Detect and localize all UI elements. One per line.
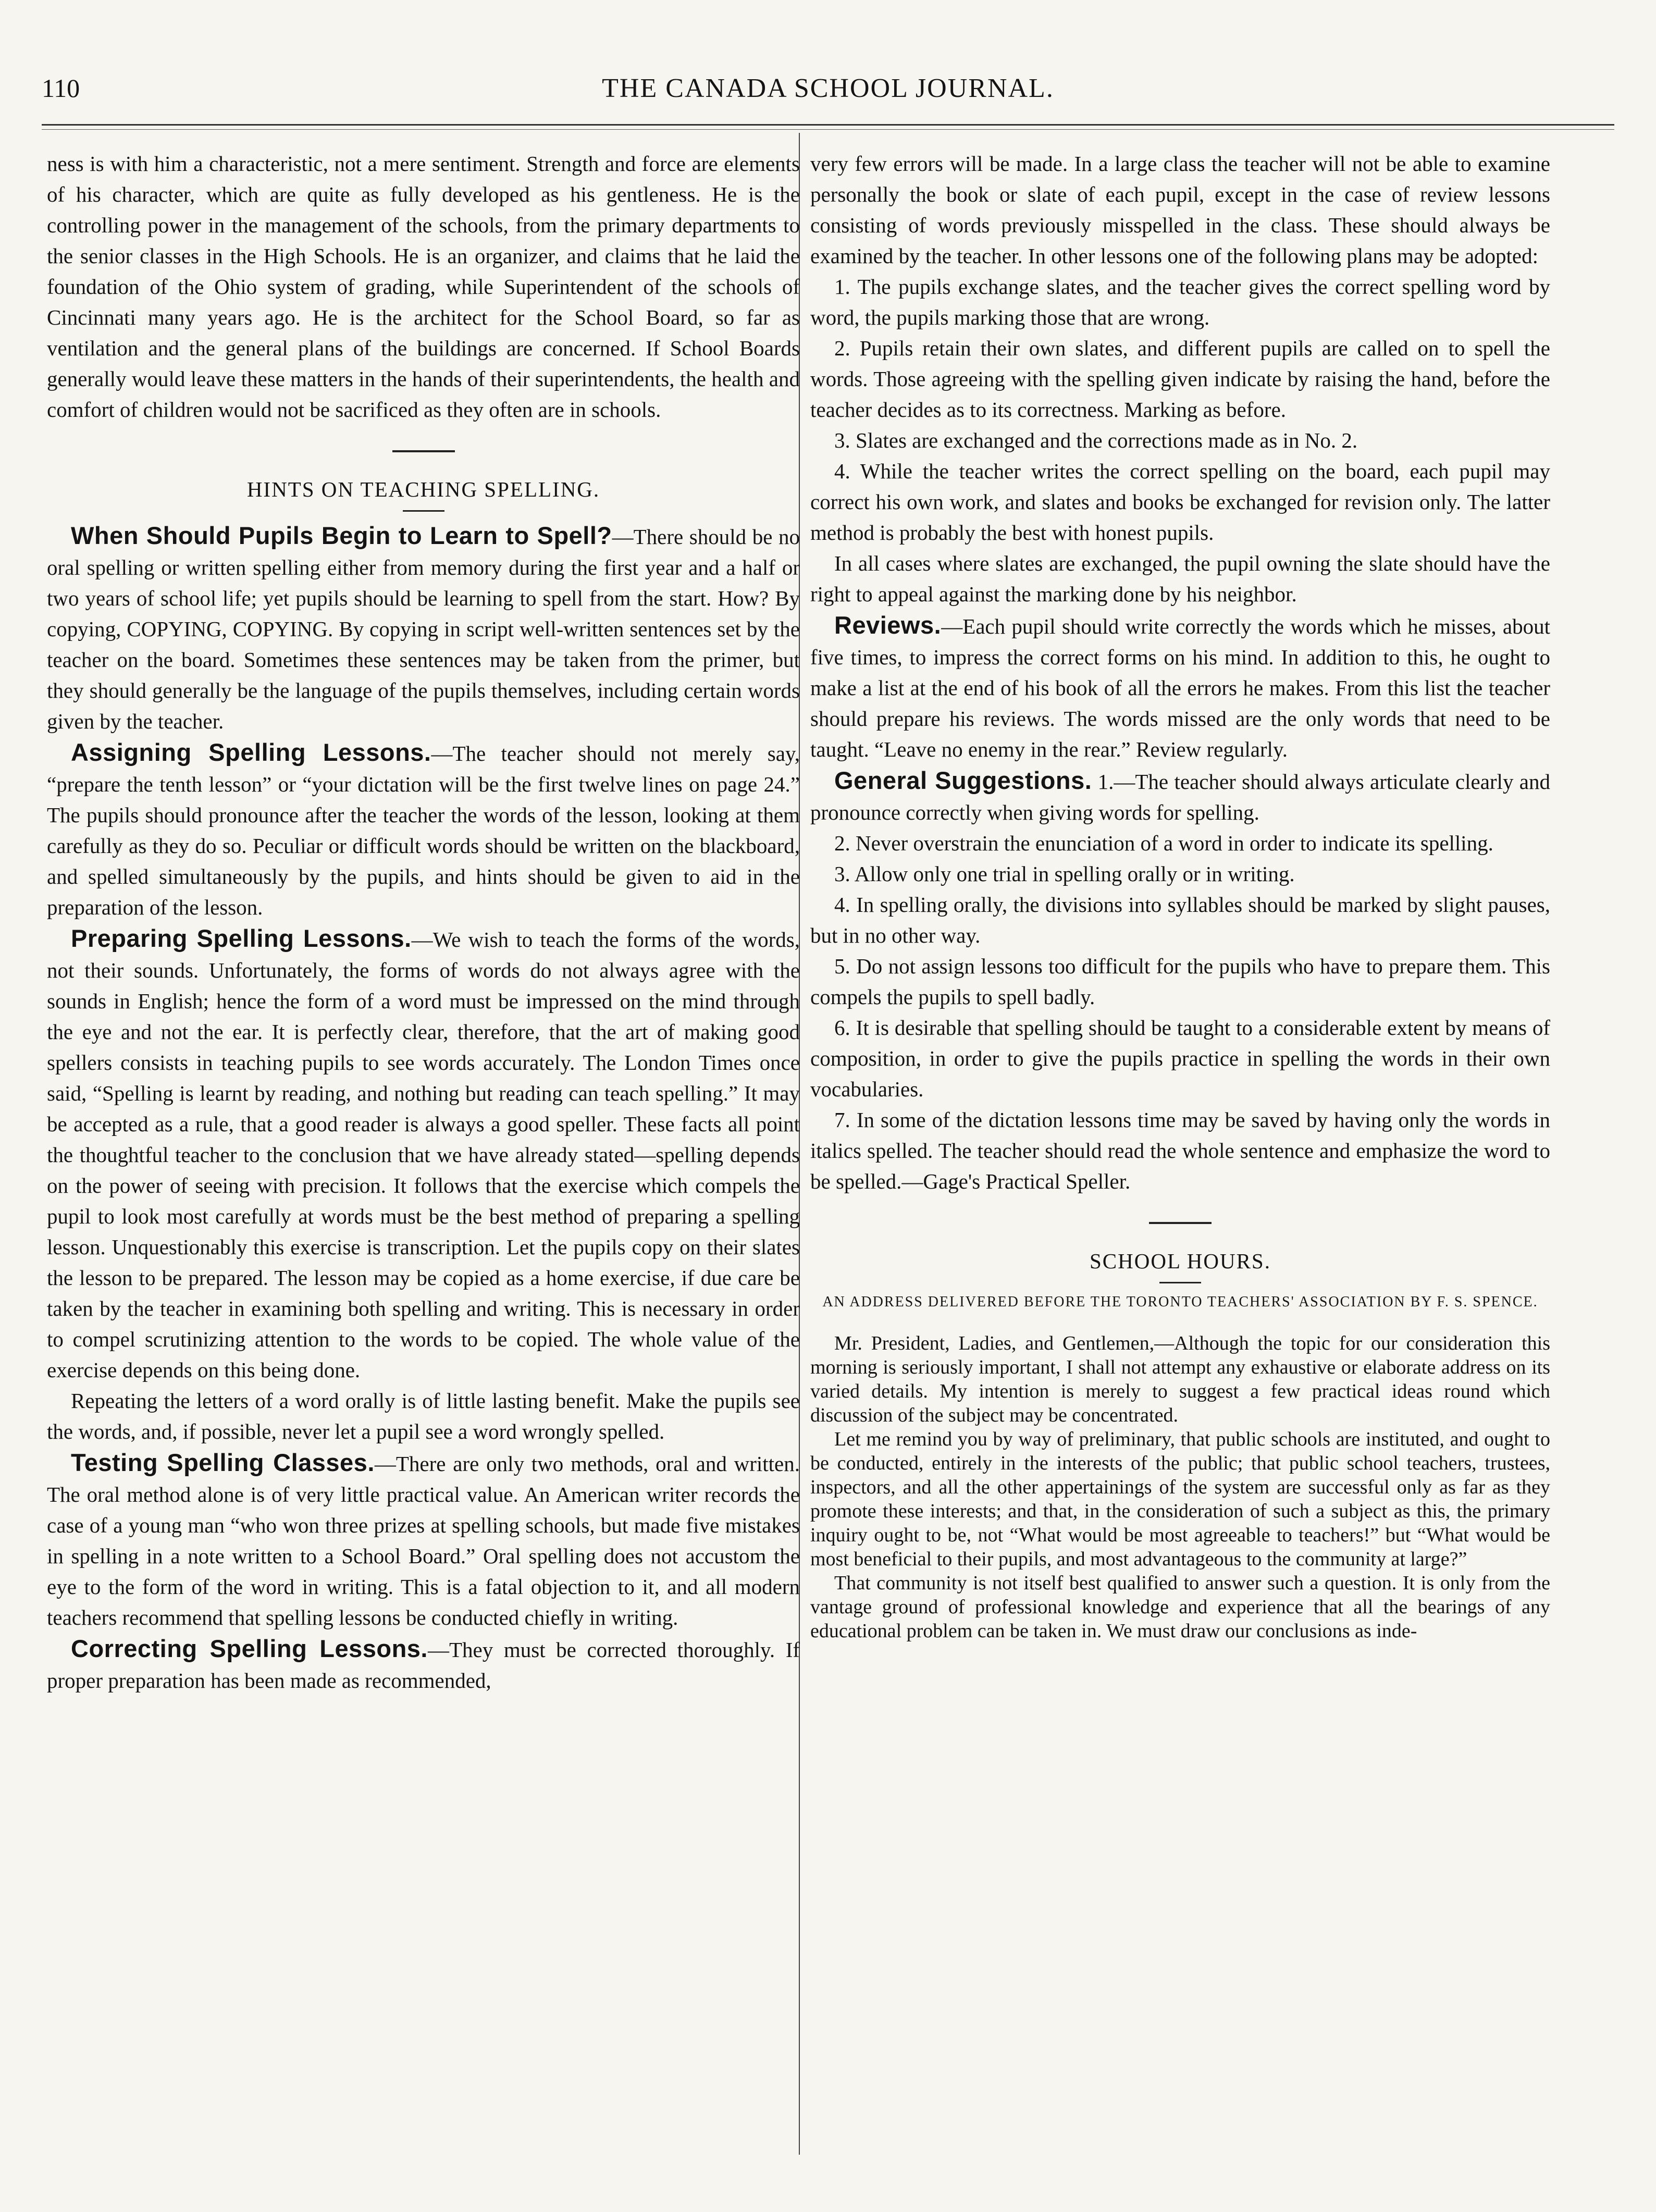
run-in-heading: Reviews. [834,611,942,639]
paragraph-body: —There should be no oral spelling or written spelling either from memory during the first year and a half or two years of school life; yet pupils should be learning to spell from the start. How? By copying, COPYING, COPYING. By copying in script well-written sentences set by the teacher on the board. Sometimes these sentences may be taken from the primer, but they should generally be the language of the pupils themselves, including certain words given by the teacher. [47,525,800,733]
paragraph-repeating: Repeating the letters of a word orally is of little lasting benefit. Make the pupils see the words, and, if possible, never let a pupil see a word wrongly spelled. [47,1389,800,1443]
run-in-heading: When Should Pupils Begin to Learn to Spell? [71,522,612,549]
paragraph-correcting [47,1633,800,1696]
header-rule-thin [42,129,1614,130]
paragraph-when-to-spell [47,520,800,737]
suggestion-item: 2. Never overstrain the enunciation of a word in order to indicate its spelling. [834,831,1493,855]
section-title: SCHOOL HOURS. [1090,1249,1271,1273]
paragraph-body: —Each pupil should write correctly the words which he misses, about five times, to impress the correct forms on his mind. In addition to this, he ought to make a list at the end of his book of all the errors he makes. From this list the teacher should prepare his reviews. The words missed are the only words that need to be taught. “Leave no enemy in the rear.” Review regularly. [810,614,1550,761]
section-subtitle: AN ADDRESS DELIVERED BEFORE THE TORONTO TEACHERS' ASSOCIATION BY F. S. SPENCE. [822,1294,1538,1310]
paragraph-testing [47,1447,800,1633]
paragraph-body: —We wish to teach the forms of the words, not their sounds. Unfortunately, the forms of words do not always agree with the sounds in English; hence the form of a word must be impressed on the mind through the eye and not the ear. It is perfectly clear, therefore, that the art of making good spellers consists in teaching pupils to see words accurately. The London Times once said, “Spelling is learnt by reading, and nothing but reading can teach spelling.” It may be accepted as a rule, that a good reader is always a good speller. These facts all point the thoughtful teacher to the conclusion that we have already stated—spelling depends on the power of seeing with precision. It follows that the exercise which compels the pupil to look most carefully at words must be the best method of preparing a spelling lesson. Unquestionably this exercise is transcription. Let the pupils copy on their slates the lesson to be prepared. The lesson may be copied as a home exercise, if due care be taken by the teacher in examining both spelling and writing. This is necessary in order to compel scrutinizing attention to the words to be copied. The whole value of the exercise depends on this being done. [47,928,800,1382]
paragraph-body: 1.—The teacher should always articulate clearly and pronounce correctly when giving words for spelling. [810,770,1550,824]
run-in-heading: Correcting Spelling Lessons. [71,1635,428,1662]
paragraph-preparing [47,923,800,1386]
run-in-heading: Testing Spelling Classes. [71,1449,375,1476]
paragraph-general-suggestions [810,765,1550,828]
paragraph-reviews [810,610,1550,765]
plan-item: 2. Pupils retain their own slates, and different pupils are called on to spell the words. Those agreeing with the spelling given indicate by raising the hand, before the teacher decides as to its correctness. Marking as before. [810,336,1550,422]
suggestion-item: 4. In spelling orally, the divisions into syllables should be marked by slight pauses, but in no other way. [810,893,1550,947]
paragraph-body: —They must be corrected thoroughly. If proper preparation has been made as recommended, [47,1638,800,1692]
paragraph-assigning [47,737,800,923]
page-number: 110 [42,73,80,103]
running-head [42,73,1614,115]
plan-item: 1. The pupils exchange slates, and the teacher gives the correct spelling word by word, the pupils marking those that are wrong. [810,275,1550,329]
journal-title: THE CANADA SCHOOL JOURNAL. [602,73,1054,103]
plan-item: 3. Slates are exchanged and the corrections made as in No. 2. [834,428,1358,452]
title-rule [1159,1282,1201,1283]
run-in-heading: Preparing Spelling Lessons. [71,924,412,952]
right-column [810,149,1550,1643]
run-in-heading: General Suggestions. [834,767,1092,794]
left-column [47,149,800,1696]
header-rule [42,124,1614,126]
run-in-heading: Assigning Spelling Lessons. [71,738,431,766]
paragraph-body: —There are only two methods, oral and written. The oral method alone is of very little practical value. An American writer records the case of a young man “who won three prizes at spelling schools, but made five mistakes in spelling in a note written to a School Board.” Oral spelling does not accustom the eye to the form of the word in writing. This is a fatal objection to it, and all modern teachers recommend that spelling lessons be conducted chiefly in writing. [47,1452,800,1629]
address-paragraph: Let me remind you by way of preliminary, that public schools are instituted, and ought to be conducted, entirely in the interests of the public; that public school teachers, trustees, inspectors, and all the other appertainings of the system are successful only as far as they promote these interests; and that, in the consideration of such a subject as this, the primary inquiry ought to be, not “What would be most agreeable to teachers!” but “What would be most beneficial to their pupils, and most advantageous to the community at large?” [810,1428,1550,1570]
suggestion-item: 7. In some of the dictation lessons time may be saved by having only the words in italics spelled. The teacher should read the whole sentence and emphasize the word to be spelled.—Gage's Practical Speller. [810,1108,1550,1193]
section-title: HINTS ON TEACHING SPELLING. [246,477,600,501]
paragraph-all-cases: In all cases where slates are exchanged, the pupil owning the slate should have the right to appeal against the marking done by his neighbor. [810,551,1550,606]
section-rule [392,450,455,452]
intro-paragraph: ness is with him a characteristic, not a mere sentiment. Strength and force are elements of his character, which are quite as fully developed as his gentleness. He is the controlling power in the management of the schools, from the primary departments to the senior classes in the High Schools. He is an organizer, and claims that he laid the foundation of the Ohio system of grading, while Superintendent of the schools of Cincinnati many years ago. He is the architect for the School Board, so far as ventilation and the general plans of the buildings are concerned. If School Boards generally would leave these matters in the hands of their superintendents, the health and comfort of children would not be sacrificed as they often are in schools. [47,152,800,422]
plan-item: 4. While the teacher writes the correct spelling on the board, each pupil may correct his own work, and slates and books be exchanged for revision only. The latter method is probably the best with honest pupils. [810,459,1550,545]
continued-paragraph: very few errors will be made. In a large class the teacher will not be able to examine personally the book or slate of each pupil, except in the case of review lessons consisting of words previously misspelled in the class. These should always be examined by the teacher. In other lessons one of the following plans may be adopted: [810,152,1550,268]
suggestion-item: 6. It is desirable that spelling should be taught to a considerable extent by means of composition, in order to give the pupils practice in spelling the words in their own vocabularies. [810,1016,1550,1101]
suggestion-item: 5. Do not assign lessons too difficult for the pupils who have to prepare them. This compels the pupils to spell badly. [810,954,1550,1009]
suggestion-item: 3. Allow only one trial in spelling orally or in writing. [834,862,1295,886]
paragraph-body: —The teacher should not merely say, “prepare the tenth lesson” or “your dictation will be the first twelve lines on page 24.” The pupils should pronounce after the teacher the words of the lesson, looking at them carefully as they do so. Peculiar or difficult words should be written on the blackboard, and spelled simultaneously by the pupils, and hints should be given to aid in the preparation of the lesson. [47,742,800,919]
address-paragraph: Mr. President, Ladies, and Gentlemen,—Although the topic for our consideration this morning is seriously important, I shall not attempt any exhaustive or elaborate address on its varied details. My intention is merely to suggest a few practical ideas round which discussion of the subject may be concentrated. [810,1332,1550,1426]
section-rule [1149,1222,1212,1224]
title-rule [403,510,444,512]
address-paragraph: That community is not itself best qualified to answer such a question. It is only from the vantage ground of professional knowledge and experience that all the bearings of any educational problem can be taken in. We must draw our conclusions as inde- [810,1572,1550,1642]
